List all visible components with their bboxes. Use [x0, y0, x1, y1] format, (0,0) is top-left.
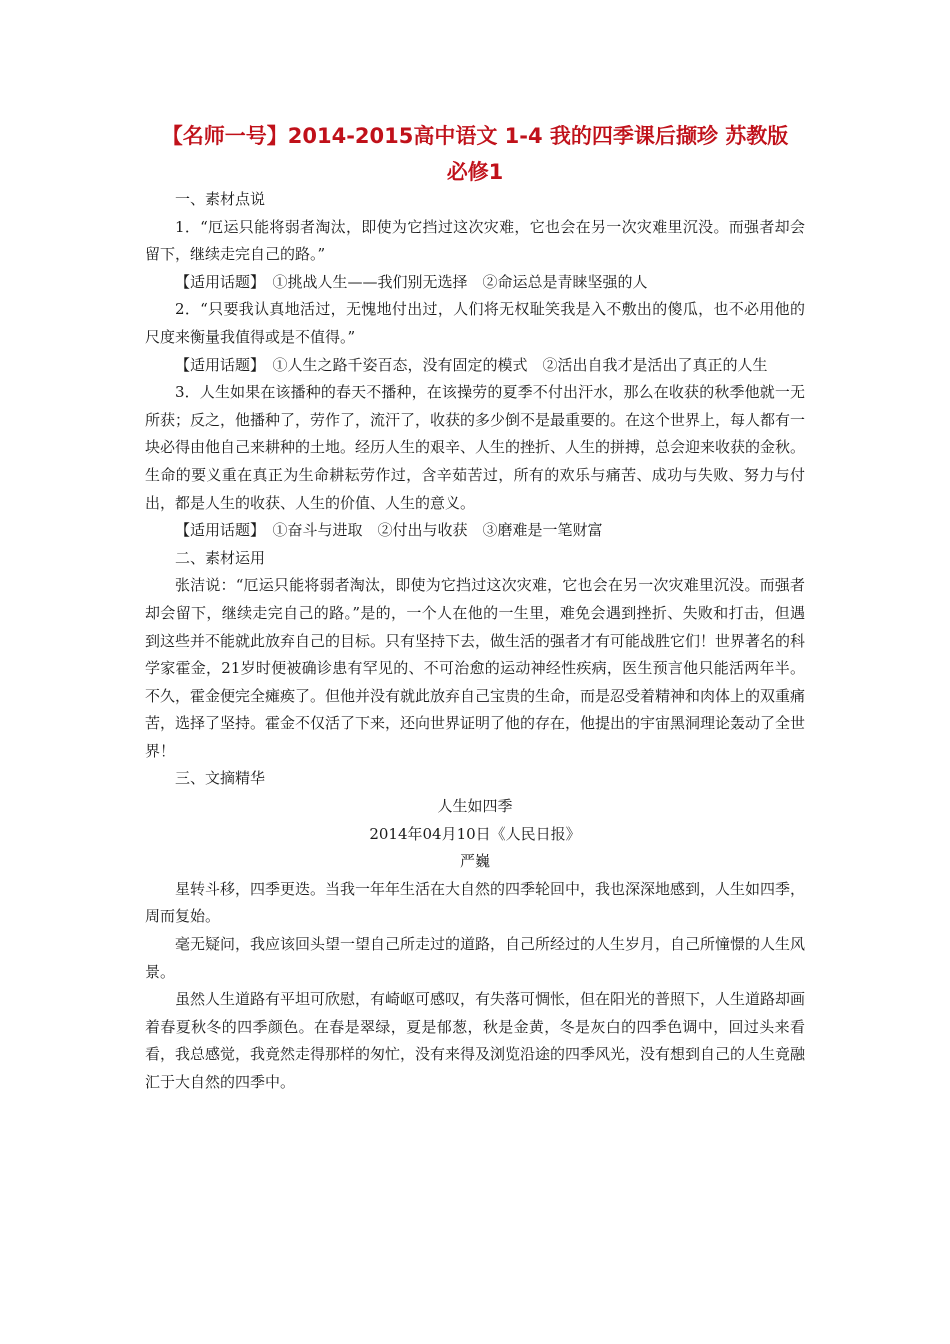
article-title: 人生如四季 — [437, 797, 513, 816]
article-paragraph: 虽然人生道路有平坦可欣慰，有崎岖可感叹，有失落可惆怅，但在阳光的普照下，人生道路却画着春夏秋冬的四季颜色。在春是翠绿，夏是郁葱，秋是金黄，冬是灰白的四季色调中，回过头来看看，我总感觉，我竟然走得那样的匆忙，没有来得及浏览沿途的四季风光，没有想到自己的人生竟融汇于大自然的四季中。 — [145, 990, 806, 1091]
document-title-line-1: 【名师一号】2014-2015高中语文 1-4 我的四季课后撷珍 苏教版 — [161, 124, 789, 148]
document-title-line-2: 必修1 — [446, 160, 504, 184]
section-heading-1: 一、素材点说 — [175, 190, 266, 208]
document-body — [145, 186, 805, 1097]
topic-2: 【适用话题】 ①人生之路千姿百态，没有固定的模式 ②活出自我才是活出了真正的人生 — [175, 355, 768, 374]
application-paragraph: 张洁说：“厄运只能将弱者淘汰，即使为它挡过这次灾难，它也会在另一次灾难里沉没。而强者却会留下，继续走完自己的路。”是的，一个人在他的一生里，难免会遇到挫折、失败和打击，但遇到这些并不能就此放弃自己的目标。只有坚持下去，做生活的强者才有可能战胜它们！世界著名的科学家霍金，21岁时便被确诊患有罕见的、不可治愈的运动神经性疾病，医生预言他只能活两年半。不久，霍金便完全瘫痪了。但他并没有就此放弃自己宝贵的生命，而是忍受着精神和肉体上的双重痛苦，选择了坚持。霍金不仅活了下来，还向世界证明了他的存在，他提出的宇宙黑洞理论轰动了全世界！ — [145, 576, 806, 760]
quote-1: 1．“厄运只能将弱者淘汰，即使为它挡过这次灾难，它也会在另一次灾难里沉没。而强者却会留下，继续走完自己的路。” — [145, 217, 805, 264]
article-source: 2014年04月10日《人民日报》 — [369, 824, 581, 843]
section-heading-2: 二、素材运用 — [175, 548, 266, 567]
article-paragraph: 毫无疑问，我应该回头望一望自己所走过的道路，自己所经过的人生岁月，自己所憧憬的人生风景。 — [145, 935, 806, 981]
article-paragraph: 星转斗移，四季更迭。当我一年年生活在大自然的四季轮回中，我也深深地感到，人生如四季，周而复始。 — [145, 879, 806, 926]
section-heading-3: 三、文摘精华 — [175, 769, 266, 788]
quote-2: 2．“只要我认真地活过，无愧地付出过，人们将无权耻笑我是入不敷出的傻瓜，也不必用他的尺度来衡量我值得或是不值得。” — [145, 300, 805, 346]
article-author: 严巍 — [459, 852, 490, 871]
quote-3: 3．人生如果在该播种的春天不播种，在该操劳的夏季不付出汗水，那么在收获的秋季他就一无所获；反之，他播种了，劳作了，流汗了，收获的多少倒不是最重要的。在这个世界上，每人都有一块必得由他自己来耕种的土地。经历人生的艰辛、人生的挫折、人生的拼搏，总会迎来收获的金秋。生命的要义重在真正为生命耕耘劳作过，含辛茹苦过，所有的欢乐与痛苦、成功与失败、努力与付出，都是人生的收获、人生的价值、人生的意义。 — [145, 383, 806, 512]
topic-1: 【适用话题】 ①挑战人生——我们别无选择 ②命运总是青睐坚强的人 — [175, 272, 648, 291]
topic-3: 【适用话题】 ①奋斗与进取 ②付出与收获 ③磨难是一笔财富 — [175, 521, 603, 540]
